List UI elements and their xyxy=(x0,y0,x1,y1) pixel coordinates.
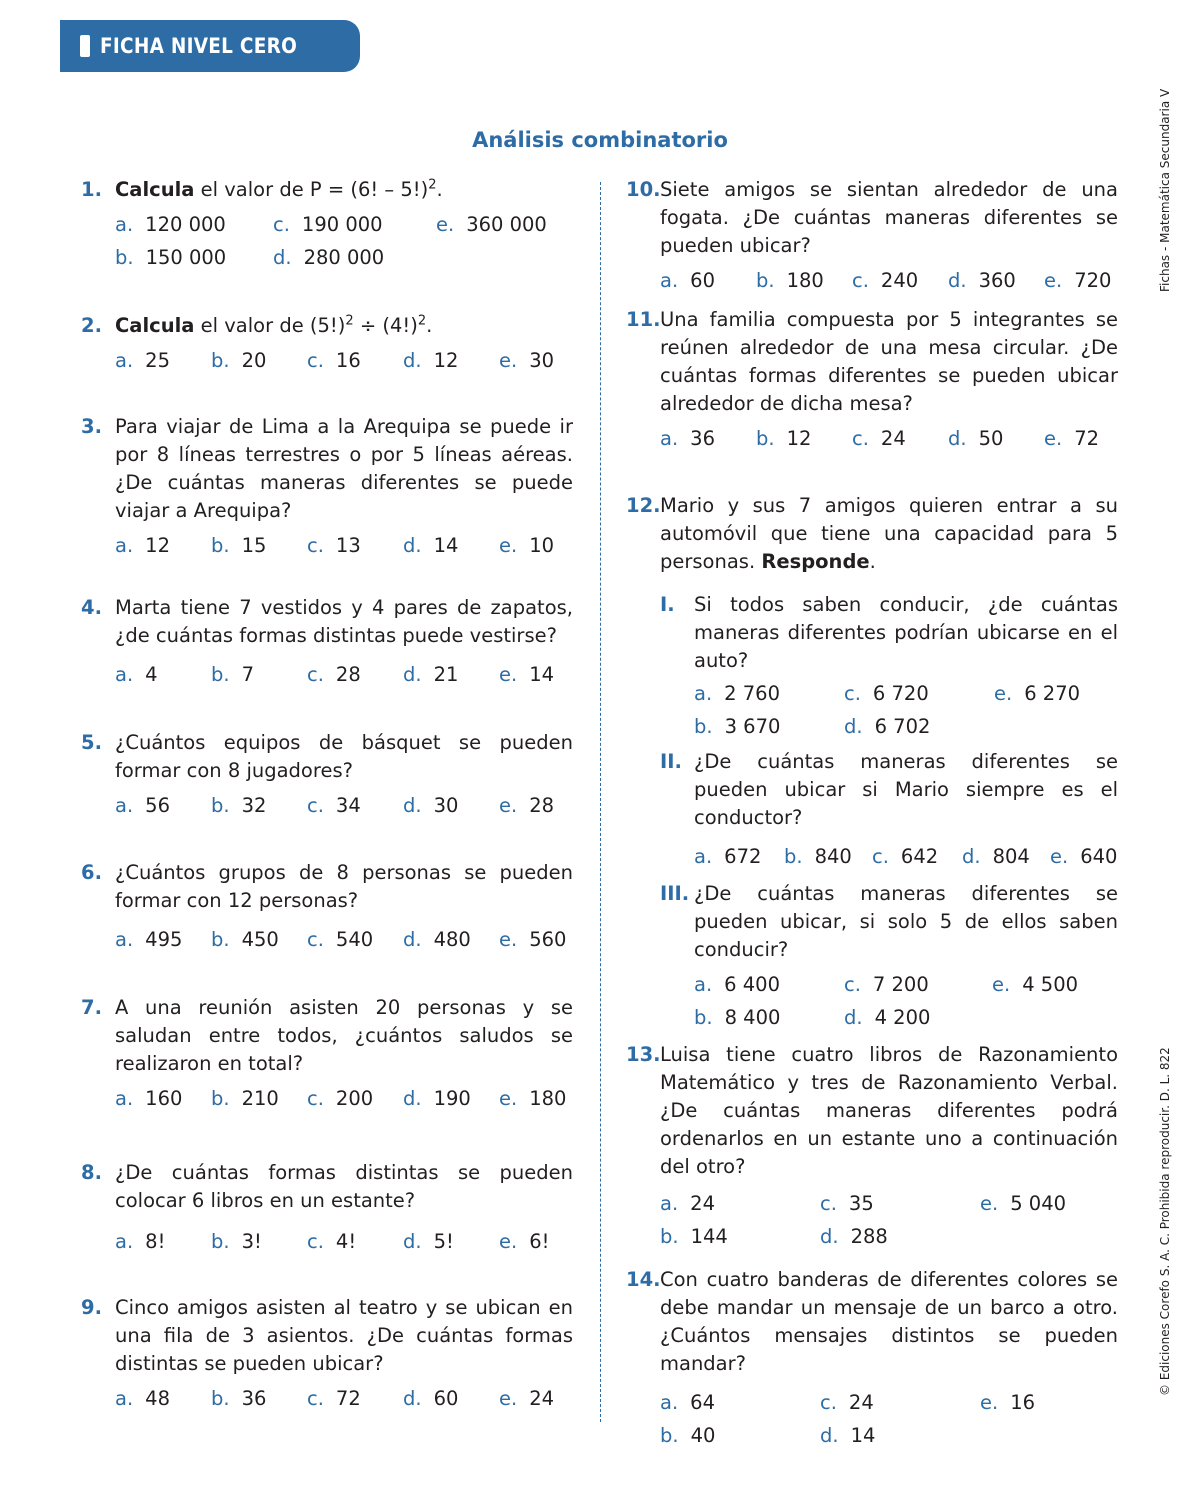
subquestion-number: III. xyxy=(660,882,690,905)
question-stem: A una reunión asisten 20 personas y se saludan entre todos, ¿cuántos saludos se realizaron en total? xyxy=(115,996,573,1075)
subquestion-1: I. Si todos saben conducir, ¿de cuántas maneras diferentes podrían ubicarse en el auto? a. 2 760 c. 6 720 e. 6 270 b. 3 670 d. 6 702 xyxy=(660,593,1118,738)
question-stem: Marta tiene 7 vestidos y 4 pares de zapatos, ¿de cuántas formas distintas puede vestirse? xyxy=(115,596,573,647)
subquestion-number: II. xyxy=(660,750,682,773)
question-number: 2. xyxy=(81,314,102,337)
subquestion-3: III. ¿De cuántas maneras diferentes se pueden ubicar, si solo 5 de ellos saben conducir? a. 6 400 c. 7 200 e. 4 500 b. 8 400 d. 4 200 xyxy=(660,882,1118,1029)
header-bar-icon xyxy=(80,35,90,57)
question-stem: Calcula el valor de P = (6! – 5!)$^2$. xyxy=(115,177,443,201)
question-stem: Calcula el valor de $(5!)^2 \div (4!)^2$. xyxy=(115,313,433,337)
question-stem: Para viajar de Lima a la Arequipa se puede ir por 8 líneas terrestres o por 5 líneas aéreas. ¿De cuántas maneras diferentes se puede viajar a Arequipa? xyxy=(115,415,573,522)
page-title: Análisis combinatorio xyxy=(472,128,728,152)
subquestion-stem: ¿De cuántas maneras diferentes se pueden ubicar si Mario siempre es el conductor? xyxy=(694,750,1118,829)
question-stem: Mario y sus 7 amigos quieren entrar a su automóvil que tiene una capacidad para 5 personas. Responde. xyxy=(660,494,1118,573)
question-6: 6. ¿Cuántos grupos de 8 personas se pueden formar con 12 personas? a. 495 b. 450 c. 540 d. 480 e. 560 xyxy=(81,861,573,951)
side-text-bottom: © Ediciones Corefo S. A. C. Prohibida reproducir. D. L. 822 xyxy=(1158,1047,1172,1396)
question-number: 4. xyxy=(81,596,102,619)
question-stem: ¿Cuántos grupos de 8 personas se pueden formar con 12 personas? xyxy=(115,861,573,912)
question-14: 14. Con cuatro banderas de diferentes colores se debe mandar un mensaje de un barco a otro. ¿Cuántos mensajes distintos se pueden mandar? a. 64 c. 24 e. 16 b. 40 d. 14 xyxy=(626,1268,1118,1447)
question-11: 11. Una familia compuesta por 5 integrantes se reúnen alrededor de una mesa circular. ¿De cuántas formas diferentes se pueden ubicar alrededor de dicha mesa? a. 36 b. 12 c. 24 d. 50 e. 72 xyxy=(626,308,1118,450)
question-number: 7. xyxy=(81,996,102,1019)
question-stem: Luisa tiene cuatro libros de Razonamiento Matemático y tres de Razonamiento Verbal. ¿De cuántas maneras diferentes podrá ordenarlos en un estante uno a continuación del otro? xyxy=(660,1043,1118,1178)
option-value: 280 000 xyxy=(303,246,385,269)
question-7: 7. A una reunión asisten 20 personas y se saludan entre todos, ¿cuántos saludos se realizaron en total? a. 160 b. 210 c. 200 d. 190 e. 180 xyxy=(81,996,573,1110)
header-label: FICHA NIVEL CERO xyxy=(100,34,298,58)
subquestion-2: II. ¿De cuántas maneras diferentes se pueden ubicar si Mario siempre es el conductor? a. 672 b. 840 c. 642 d. 804 e. 640 xyxy=(660,750,1118,868)
option-value: 120 000 xyxy=(145,213,226,236)
question-number: 1. xyxy=(81,178,102,201)
header-tab xyxy=(60,20,360,72)
question-stem: Siete amigos se sientan alrededor de una fogata. ¿De cuántas maneras diferentes se pueden ubicar? xyxy=(660,178,1118,257)
question-1: 1. Calcula el valor de P = (6! – 5!)$^2$. a. 120 000 c. 190 000 e. 360 000 b. 150 000 d. 280 000 xyxy=(81,176,573,274)
subquestion-number: I. xyxy=(660,593,675,616)
question-5: 5. ¿Cuántos equipos de básquet se pueden formar con 8 jugadores? a. 56 b. 32 c. 34 d. 30 e. 28 xyxy=(81,731,573,817)
question-2: 2. Calcula el valor de $(5!)^2 \div (4!)^2$. a. 25 b. 20 c. 16 d. 12 e. 30 xyxy=(81,312,573,377)
option-value: 150 000 xyxy=(145,246,227,269)
subquestion-stem: ¿De cuántas maneras diferentes se pueden ubicar, si solo 5 de ellos saben conducir? xyxy=(694,882,1118,961)
question-9: 9. Cinco amigos asisten al teatro y se ubican en una fila de 3 asientos. ¿De cuántas formas distintas se pueden ubicar? a. 48 b. 36 c. 72 d. 60 e. 24 xyxy=(81,1296,573,1410)
question-number: 12. xyxy=(626,494,661,517)
question-stem: Una familia compuesta por 5 integrantes se reúnen alrededor de una mesa circular. ¿De cuántas formas diferentes se pueden ubicar alrededor de dicha mesa? xyxy=(660,308,1118,415)
option-value: 190 000 xyxy=(301,213,383,236)
column-divider xyxy=(600,182,601,1422)
question-number: 5. xyxy=(81,731,102,754)
question-10: 10. Siete amigos se sientan alrededor de una fogata. ¿De cuántas maneras diferentes se pueden ubicar? a. 60 b. 180 c. 240 d. 360 e. 720 xyxy=(626,178,1118,292)
question-4: 4. Marta tiene 7 vestidos y 4 pares de zapatos, ¿de cuántas formas distintas puede vestirse? a. 4 b. 7 c. 28 d. 21 e. 14 xyxy=(81,596,573,686)
question-8: 8. ¿De cuántas formas distintas se pueden colocar 6 libros en un estante? a. 8! b. 3! c. 4! d. 5! e. 6! xyxy=(81,1161,573,1253)
question-number: 9. xyxy=(81,1296,102,1319)
question-stem: ¿Cuántos equipos de básquet se pueden formar con 8 jugadores? xyxy=(115,731,573,782)
question-stem: Cinco amigos asisten al teatro y se ubican en una fila de 3 asientos. ¿De cuántas formas distintas se pueden ubicar? xyxy=(115,1296,573,1375)
side-text-top: Fichas - Matemática Secundaria V xyxy=(1158,88,1172,292)
option-value: 360 000 xyxy=(466,213,547,236)
question-3: 3. Para viajar de Lima a la Arequipa se puede ir por 8 líneas terrestres o por 5 líneas aéreas. ¿De cuántas maneras diferentes se puede viajar a Arequipa? a. 12 b. 15 c. 13 d. 14 e. 10 xyxy=(81,415,573,557)
question-number: 6. xyxy=(81,861,102,884)
question-number: 3. xyxy=(81,415,102,438)
question-number: 8. xyxy=(81,1161,102,1184)
question-stem: ¿De cuántas formas distintas se pueden colocar 6 libros en un estante? xyxy=(115,1161,573,1212)
question-stem: Con cuatro banderas de diferentes colores se debe mandar un mensaje de un barco a otro. ¿Cuántos mensajes distintos se pueden mandar? xyxy=(660,1268,1118,1375)
question-number: 10. xyxy=(626,178,661,201)
question-13: 13. Luisa tiene cuatro libros de Razonamiento Matemático y tres de Razonamiento Verbal. ¿De cuántas maneras diferentes podrá ordenarlos en un estante uno a continuación del otro? a. 24 c. 35 e. 5 040 b. 144 d. 288 xyxy=(626,1043,1118,1248)
question-number: 11. xyxy=(626,308,661,331)
question-number: 13. xyxy=(626,1043,661,1066)
question-number: 14. xyxy=(626,1268,661,1291)
subquestion-stem: Si todos saben conducir, ¿de cuántas maneras diferentes podrían ubicarse en el auto? xyxy=(694,593,1118,672)
question-12 xyxy=(626,492,1118,576)
